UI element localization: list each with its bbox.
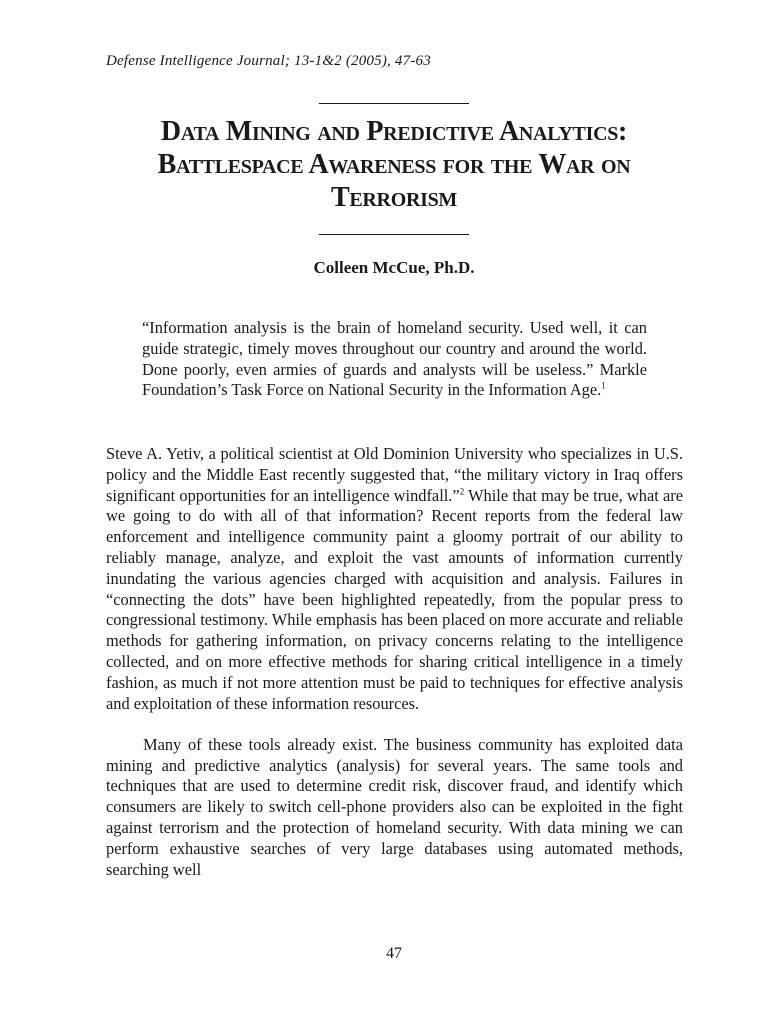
body-text xyxy=(106,444,683,880)
title-line-3: Terrorism xyxy=(331,182,457,213)
footnote-marker-2[interactable]: 2 xyxy=(459,486,465,497)
title-rule-top xyxy=(319,103,469,104)
footnote-marker-1[interactable]: 1 xyxy=(601,380,606,391)
article-title xyxy=(100,115,688,214)
page-number: 47 xyxy=(386,945,402,962)
author-name: Colleen McCue, Ph.D. xyxy=(313,258,475,277)
journal-citation: Defense Intelligence Journal; 13-1&2 (2005), 47-63 xyxy=(106,53,431,69)
paragraph-1-text-b: While that may be true, what are we going to do with all of that information? Recent reports from the federal law enforcement and intelligence community paint a gloomy portrait of our ability to reliably manage, analyze, and exploit the vast amounts of information currently inundating the various agencies charged with acquisition and analysis. Failures in “connecting the dots” have been highlighted repeatedly, from the popular press to congressional testimony. While emphasis has been placed on more accurate and reliable methods for gathering information, on privacy concerns relating to the intelligence collected, and on more effective methods for sharing critical intelligence in a timely fashion, as much if not more attention must be paid to techniques for effective analysis and exploitation of these information resources. xyxy=(106,485,683,713)
body-paragraph-1 xyxy=(106,444,683,714)
body-paragraph-2: Many of these tools already exist. The business community has exploited data mining and predictive analytics (analysis) for several years. The same tools and techniques that are used to determine credit risk, discover fraud, and identify which consumers are likely to switch cell-phone providers also can be exploited in the fight against terrorism and the protection of homeland security. With data mining we can perform exhaustive searches of very large databases using automated methods, searching well xyxy=(106,734,683,879)
epigraph-text: “Information analysis is the brain of homeland security. Used well, it can guide strategic, timely moves throughout our country and around the world. Done poorly, even armies of guards and analysts will be useless.” Markle Foundation’s Task Force on National Security in the Information Age. xyxy=(142,318,647,400)
title-line-2: Battlespace Awareness for the War on xyxy=(157,149,631,180)
paragraph-1-text-a: Steve A. Yetiv, a political scientist at Old Dominion University who specializes in U.S. policy and the Middle East recently suggested that, “the military victory in Iraq offers significant opportunities for an intelligence windfall.” xyxy=(106,444,683,505)
title-rule-bottom xyxy=(319,234,469,235)
epigraph-quote xyxy=(142,318,647,401)
title-line-1: Data Mining and Predictive Analytics: xyxy=(160,116,628,147)
